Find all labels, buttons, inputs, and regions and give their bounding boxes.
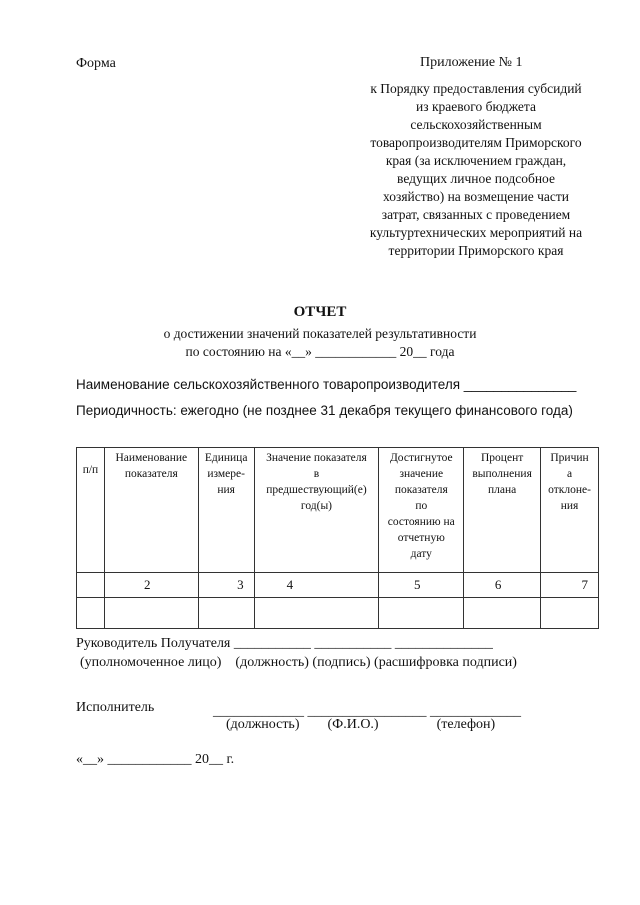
head-signature-line: Руководитель Получателя ___________ ___________ ______________: [76, 636, 493, 651]
report-title: ОТЧЕТ: [293, 304, 347, 320]
executor-label: Исполнитель: [76, 700, 155, 715]
appendix-title: Приложение № 1: [420, 55, 523, 70]
appendix-line: ведущих личное подсобное: [397, 171, 555, 186]
appendix-line: территории Приморского края: [388, 243, 564, 258]
head-signature-caption: (уполномоченное лицо) (должность) (подпись) (расшифровка подписи): [80, 655, 517, 670]
header-cell-achieved-value: Достигнутое значение показателя по состоянию на отчетную дату: [379, 448, 464, 573]
header-cell-deviation-reason: Причин а отклоне- ния: [541, 448, 599, 573]
producer-name-field: Наименование сельскохозяйственного товаропроизводителя _______________: [76, 377, 577, 392]
appendix-text: [340, 80, 612, 260]
table-row: [77, 598, 599, 629]
table-cell: 5: [379, 573, 464, 598]
table-header-row: [77, 448, 599, 573]
table-cell: 7: [541, 573, 599, 598]
header-cell-plan-percent: Процент выполнения плана: [464, 448, 541, 573]
appendix-line: товаропроизводителям Приморского: [370, 135, 582, 150]
executor-caption: [226, 717, 495, 733]
appendix-line: края (за исключением граждан,: [385, 153, 567, 168]
table-cell[interactable]: [464, 598, 541, 629]
table-cell[interactable]: [541, 598, 599, 629]
table-cell: 6: [464, 573, 541, 598]
table-cell: 2: [104, 573, 198, 598]
table-cell: 4: [254, 573, 379, 598]
executor-position-caption: (должность): [226, 717, 300, 732]
table-cell[interactable]: [104, 598, 198, 629]
appendix-line: из краевого бюджета: [416, 99, 536, 114]
report-subtitle-line: о достижении значений показателей результативности: [163, 326, 477, 341]
form-label: Форма: [76, 56, 116, 71]
header-cell-indicator-name: Наименование показателя: [104, 448, 198, 573]
table-cell[interactable]: [77, 598, 105, 629]
periodicity-text: Периодичность: ежегодно (не позднее 31 декабря текущего финансового года): [76, 403, 573, 418]
table-cell: [77, 573, 105, 598]
report-subtitle: [0, 325, 640, 361]
header-cell-previous-value: Значение показателя в предшествующий(е) год(ы): [254, 448, 379, 573]
appendix-line: к Порядку предоставления субсидий: [370, 81, 582, 96]
appendix-line: хозяйство) на возмещение части: [383, 189, 569, 204]
executor-phone-caption: (телефон): [436, 717, 496, 732]
table-cell[interactable]: [379, 598, 464, 629]
header-cell-number: п/п: [77, 448, 105, 573]
table-cell[interactable]: [254, 598, 379, 629]
table-cell: 3: [198, 573, 254, 598]
appendix-line: культуртехнических мероприятий на: [369, 225, 583, 240]
indicators-table: [76, 447, 599, 629]
report-date-line: по состоянию на «__» ____________ 20__ года: [185, 344, 455, 359]
executor-signature-lines: _____________ _________________ _____________: [213, 704, 521, 719]
table-number-row: [77, 573, 599, 598]
table-cell[interactable]: [198, 598, 254, 629]
appendix-line: сельскохозяйственным: [410, 117, 542, 132]
appendix-line: затрат, связанных с проведением: [381, 207, 571, 222]
executor-name-caption: (Ф.И.О.): [327, 717, 379, 732]
date-line: «__» ____________ 20__ г.: [76, 752, 235, 767]
header-cell-unit: Единица измере- ния: [198, 448, 254, 573]
